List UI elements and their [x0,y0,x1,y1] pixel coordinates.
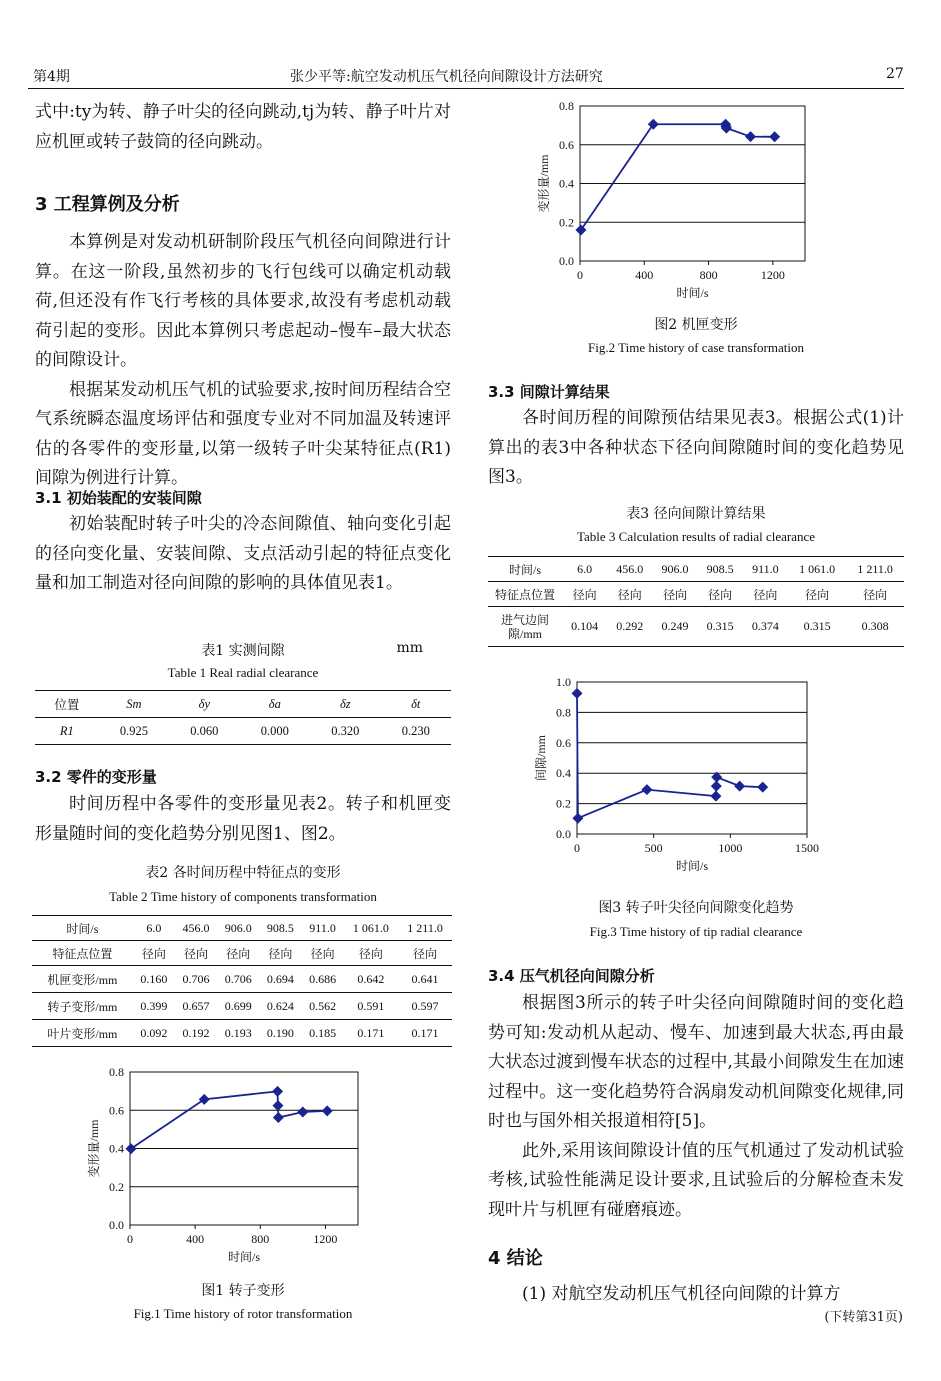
header-rule [28,88,904,89]
table-cell: 0.562 [301,993,343,1020]
section-4-title: 4 结论 [488,1248,543,1269]
table-cell: 0.694 [259,966,301,993]
y-tick-label: 0.0 [559,254,574,268]
data-point [297,1106,308,1117]
plot-frame [577,682,807,834]
table-cell: 机匣变形/mm [32,966,133,993]
figure-3-chart [515,670,835,890]
table-row [32,993,452,1020]
figure-1-caption: 图1 转子变形 [201,1283,285,1299]
table-header: 时间/s [488,557,562,582]
table-cell: 径向 [652,582,697,607]
table-cell: 0.171 [344,1020,398,1047]
table-cell: 0.925 [99,718,169,745]
y-tick-label: 0.6 [559,137,574,152]
section-3-4-body: 根据图3所示的转子叶尖径向间隙随时间的变化趋势可知:发动机从起动、慢车、加速到最大状态,再由最大状态过渡到慢车状态的过程中,其最小间隙发生在加速过程中。这一变化趋势符合涡扇发动机间隙变化规律,同时也与国外相关报道相符[5]。 此外,采用该间隙设计值的压气机通过了发动机试验考核,试验性能满足设计要求,且试验后的分解检查未发现叶片与机匣有碰磨痕迹。 [488,993,904,1220]
x-tick-label: 400 [186,1232,205,1246]
table-cell: 径向 [743,582,788,607]
table-2-caption-en: Table 2 Time history of components transformation [109,889,377,904]
table-cell: 径向 [217,941,259,966]
table-cell: 0.060 [169,718,239,745]
table-cell: 0.104 [562,607,607,647]
table-cell: 0.706 [217,966,259,993]
data-point [125,1143,136,1154]
x-tick-label: 1000 [718,841,743,855]
x-axis-label: 时间/s [676,286,709,300]
table-header: Sm [99,691,169,718]
table-cell: 径向 [607,582,652,607]
table-row [488,582,904,607]
continued-note: (下转第31页) [824,1310,903,1325]
table-2 [32,915,452,1047]
y-tick-label: 0.2 [109,1179,124,1194]
table-cell: 0.657 [175,993,217,1020]
figure-2-caption: 图2 机匣变形 [654,317,738,333]
table-cell: 0.374 [743,607,788,647]
section-3-3-body: 各时间历程的间隙预估结果见表3。根据公式(1)计算出的表3中各种状态下径向间隙随时间的变化趋势见图3。 [488,408,904,487]
table-cell: 径向 [301,941,343,966]
figure-1-chart [70,1060,380,1275]
section-4-body: (1) 对航空发动机压气机径向间隙的计算方 [522,1284,841,1304]
table-cell: 0.699 [217,993,259,1020]
table-3-caption: 表3 径向间隙计算结果 [626,506,766,522]
table-header: 时间/s [32,916,133,941]
x-axis-label: 时间/s [675,859,709,873]
table-1 [35,690,451,745]
section-3-1-title: 3.1 初始装配的安装间隙 [35,489,202,507]
table-cell: 特征点位置 [32,941,133,966]
table-header: 1 061.0 [788,557,846,582]
data-point [710,791,721,802]
x-tick-label: 1200 [760,268,785,282]
page-number: 27 [886,66,904,82]
section-3-3-title: 3.3 间隙计算结果 [488,383,610,401]
table-header: 911.0 [301,916,343,941]
table-header: 6.0 [562,557,607,582]
data-point [322,1105,333,1116]
table-cell: 转子变形/mm [32,993,133,1020]
table-cell: 0.399 [133,993,175,1020]
table-header: 908.5 [259,916,301,941]
table-header: 456.0 [175,916,217,941]
table-header: 911.0 [743,557,788,582]
table-cell: 径向 [398,941,452,966]
data-point [734,781,745,792]
table-cell: 0.686 [301,966,343,993]
y-axis-label: 变形量/mm [87,1119,101,1178]
table-header: δt [381,691,451,718]
table-cell: 0.249 [652,607,697,647]
table-cell: 0.192 [175,1020,217,1047]
table-header: 906.0 [652,557,697,582]
table-cell: 0.160 [133,966,175,993]
table-row [32,941,452,966]
y-tick-label: 0.6 [109,1103,124,1118]
table-cell: 0.642 [344,966,398,993]
y-tick-label: 0.8 [556,705,571,720]
x-tick-label: 0 [574,841,580,855]
data-point [745,131,756,142]
table-cell: 0.171 [398,1020,452,1047]
table-cell: 径向 [562,582,607,607]
table-cell: 0.591 [344,993,398,1020]
table-cell: 0.706 [175,966,217,993]
y-tick-label: 0.0 [109,1218,124,1232]
table-3 [488,556,904,647]
table-cell: 叶片变形/mm [32,1020,133,1047]
y-tick-label: 0.4 [559,176,574,191]
figure-2-caption-en: Fig.2 Time history of case transformation [588,340,804,355]
table-cell: 0.624 [259,993,301,1020]
table-cell: 0.597 [398,993,452,1020]
data-point [199,1094,210,1105]
y-tick-label: 0.4 [556,766,571,781]
table-header: 6.0 [133,916,175,941]
section-3-2-title: 3.2 零件的变形量 [35,768,157,786]
table-header: δa [240,691,310,718]
y-axis-label: 间隙/mm [534,734,548,782]
table-cell: 0.190 [259,1020,301,1047]
table-1-unit: mm [396,640,423,656]
table-header: δz [310,691,380,718]
data-point [769,131,780,142]
data-point [575,225,586,236]
data-point [572,813,583,824]
y-tick-label: 0.8 [109,1065,124,1079]
table-header: 908.5 [698,557,743,582]
data-point [572,688,583,699]
x-tick-label: 0 [127,1232,133,1246]
table-cell: 0.320 [310,718,380,745]
y-axis-label: 变形量/mm [537,154,551,213]
figure-3-caption-en: Fig.3 Time history of tip radial clearance [589,924,803,939]
y-tick-label: 0.4 [109,1141,124,1156]
table-row [32,966,452,993]
data-point [273,1112,284,1123]
table-header: 1 211.0 [846,557,904,582]
data-point [648,119,659,130]
data-point [757,782,768,793]
table-row [32,1020,452,1047]
table-cell: 0.193 [217,1020,259,1047]
table-cell: 径向 [344,941,398,966]
table-cell: 0.000 [240,718,310,745]
table-1-caption: 表1 实测间隙 mm [201,640,423,659]
section-3-4-title: 3.4 压气机径向间隙分析 [488,967,655,985]
section-3-title: 3 工程算例及分析 [35,194,180,215]
table-header: 906.0 [217,916,259,941]
x-tick-label: 500 [644,841,663,855]
section-3-body: 本算例是对发动机研制阶段压气机径向间隙进行计算。在这一阶段,虽然初步的飞行包线可以确定机动载荷,但还没有作飞行考核的具体要求,故没有考虑机动载荷引起的变形。因此本算例只考虑起动–慢车–最大状态的间隙设计。 根据某发动机压气机的试验要求,按时间历程结合空气系统瞬态温度场评估和强度专业对不同加温及转速评估的各零件的变形量,以第一级转子叶尖某特征点(R1)间隙为例进行计算。 [35,232,451,488]
table-cell: 0.641 [398,966,452,993]
y-tick-label: 0.8 [559,99,574,113]
section-3-1-body: 初始装配时转子叶尖的冷态间隙值、轴向变化引起的径向变化量、安装间隙、支点活动引起的特征点变化量和加工制造对径向间隙的影响的具体值见表1。 [35,514,451,593]
table-header: 1 211.0 [398,916,452,941]
table-cell: 径向 [259,941,301,966]
x-tick-label: 800 [699,268,718,282]
table-header: 位置 [35,691,99,718]
data-point [272,1086,283,1097]
x-tick-label: 0 [577,268,583,282]
x-axis-label: 时间/s [227,1250,261,1264]
table-cell: 特征点位置 [488,582,562,607]
data-point [711,781,722,792]
y-tick-label: 0.2 [559,215,574,230]
y-tick-label: 1.0 [556,675,571,689]
data-point [272,1100,283,1111]
table-header: 1 061.0 [344,916,398,941]
table-3-caption-en: Table 3 Calculation results of radial clearance [576,529,816,544]
data-point [641,784,652,795]
table-header: δy [169,691,239,718]
table-cell: 径向 [133,941,175,966]
table-cell: 径向 [788,582,846,607]
table-cell: 0.185 [301,1020,343,1047]
table-cell: 径向 [846,582,904,607]
table-cell: 径向 [698,582,743,607]
x-tick-label: 1200 [313,1232,338,1246]
figure-3-caption: 图3 转子叶尖径向间隙变化趋势 [598,900,794,916]
table-cell: R1 [35,718,99,745]
x-tick-label: 800 [251,1232,270,1246]
table-cell: 0.315 [698,607,743,647]
table-2-caption: 表2 各时间历程中特征点的变形 [145,865,341,881]
intro-paragraph: 式中:ty为转、静子叶尖的径向跳动,tj为转、静子叶片对应机匣或转子鼓筒的径向跳动。 [35,102,451,152]
table-cell: 0.292 [607,607,652,647]
issue-number: 第4期 [33,69,70,85]
figure-2-chart [520,96,830,306]
table-cell: 0.308 [846,607,904,647]
table-1-caption-en: Table 1 Real radial clearance [167,665,319,680]
table-cell: 径向 [175,941,217,966]
y-tick-label: 0.6 [556,735,571,750]
y-tick-label: 0.2 [556,796,571,811]
table-cell: 0.092 [133,1020,175,1047]
table-cell: 0.230 [381,718,451,745]
table-header: 456.0 [607,557,652,582]
table-cell: 0.315 [788,607,846,647]
x-tick-label: 400 [635,268,654,282]
table-row [35,718,451,745]
x-tick-label: 1500 [795,841,819,855]
running-title: 张少平等:航空发动机压气机径向间隙设计方法研究 [290,69,603,85]
y-tick-label: 0.0 [556,827,571,841]
series-line [581,124,775,230]
figure-1-caption-en: Fig.1 Time history of rotor transformation [133,1306,353,1321]
table-row [488,607,904,647]
table-cell: 进气边间隙/mm [488,607,562,647]
series-line [131,1091,327,1148]
section-3-2-body: 时间历程中各零件的变形量见表2。转子和机匣变形量随时间的变化趋势分别见图1、图2。 [35,794,451,844]
